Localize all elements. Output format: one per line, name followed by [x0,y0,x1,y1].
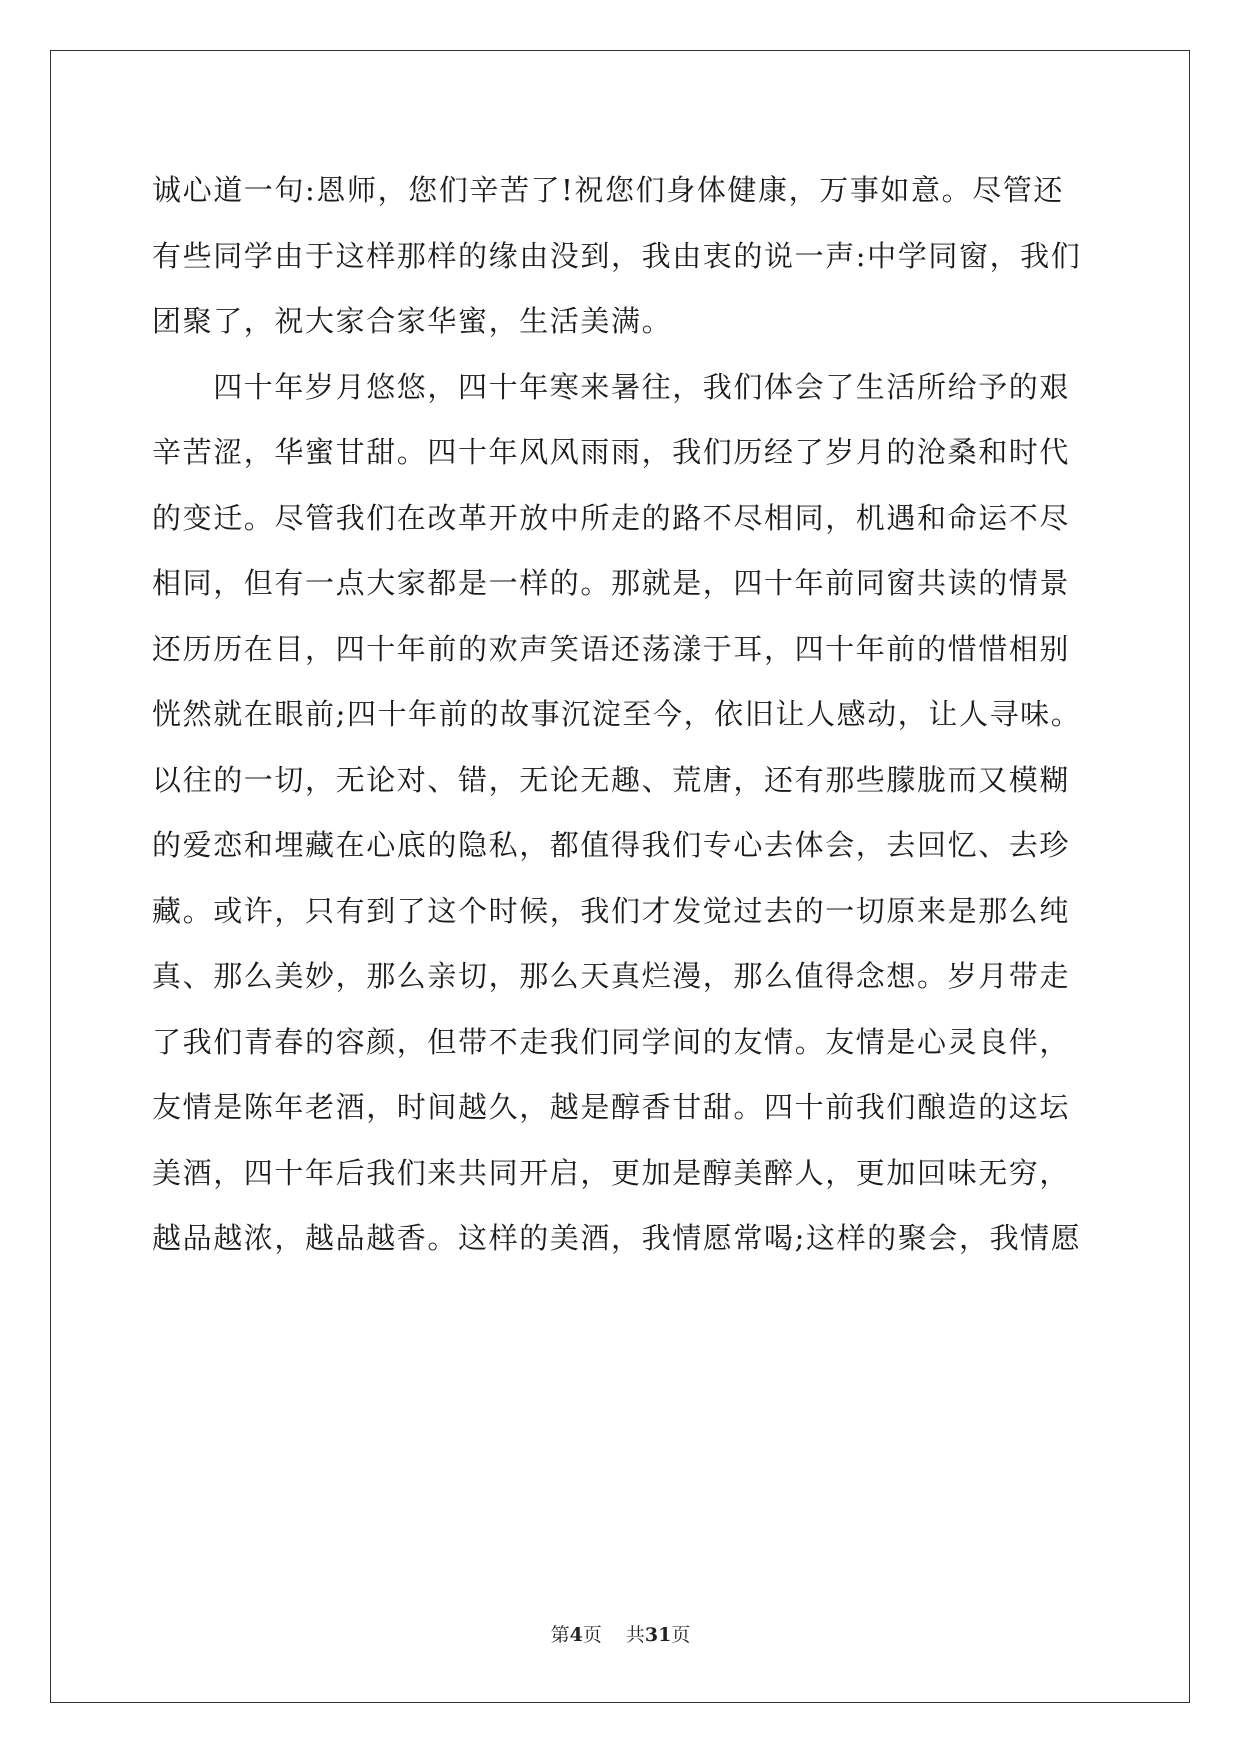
text-line: 还历历在目，四十年前的欢声笑语还荡漾于耳，四十年前的惜惜相别 [152,631,1071,666]
text-line: 恍然就在眼前;四十年前的故事沉淀至今，依旧让人感动，让人寻味。 [152,697,1082,731]
text-line: 辛苦涩，华蜜甘甜。四十年风风雨雨，我们历经了岁月的沧桑和时代 [152,435,1071,469]
text-line: 团聚了，祝大家合家华蜜，生活美满。 [152,304,673,338]
text-line: 了我们青春的容颜，但带不走我们同学间的友情。友情是心灵良伴， [152,1024,1071,1059]
page-prefix: 第 [550,1624,570,1646]
text-line: 的变迁。尽管我们在改革开放中所走的路不尽相同，机遇和命运不尽 [152,500,1071,535]
page-suffix: 页 [582,1624,602,1646]
text-line: 相同，但有一点大家都是一样的。那就是，四十年前同窗共读的情景 [152,566,1071,600]
page-footer [0,1620,1241,1647]
total-prefix: 共 [625,1624,645,1646]
text-line: 友情是陈年老酒，时间越久，越是醇香甘甜。四十前我们酿造的这坛 [152,1090,1071,1124]
text-line: 越品越浓，越品越香。这样的美酒，我情愿常喝;这样的聚会，我情愿 [152,1221,1082,1255]
text-line: 美酒，四十年后我们来共同开启，更加是醇美醉人，更加回味无穷， [152,1155,1071,1190]
total-pages: 31 [644,1624,672,1646]
document-body [152,158,1092,1272]
text-line: 有些同学由于这样那样的缘由没到，我由衷的说一声:中学同窗，我们 [152,238,1082,273]
total-suffix: 页 [671,1624,691,1646]
text-line: 的爱恋和埋藏在心底的隐私，都值得我们专心去体会，去回忆、去珍 [152,828,1071,862]
text-line: 真、那么美妙，那么亲切，那么天真烂漫，那么值得念想。岁月带走 [152,959,1071,993]
text-line: 诚心道一句:恩师，您们辛苦了!祝您们身体健康，万事如意。尽管还 [152,173,1065,207]
text-line: 四十年岁月悠悠，四十年寒来暑往，我们体会了生活所给予的艰 [152,369,1071,404]
text-line: 藏。或许，只有到了这个时候，我们才发觉过去的一切原来是那么纯 [152,893,1071,928]
page-number: 4 [569,1624,583,1646]
text-line: 以往的一切，无论对、错，无论无趣、荒唐，还有那些朦胧而又模糊 [152,762,1071,797]
